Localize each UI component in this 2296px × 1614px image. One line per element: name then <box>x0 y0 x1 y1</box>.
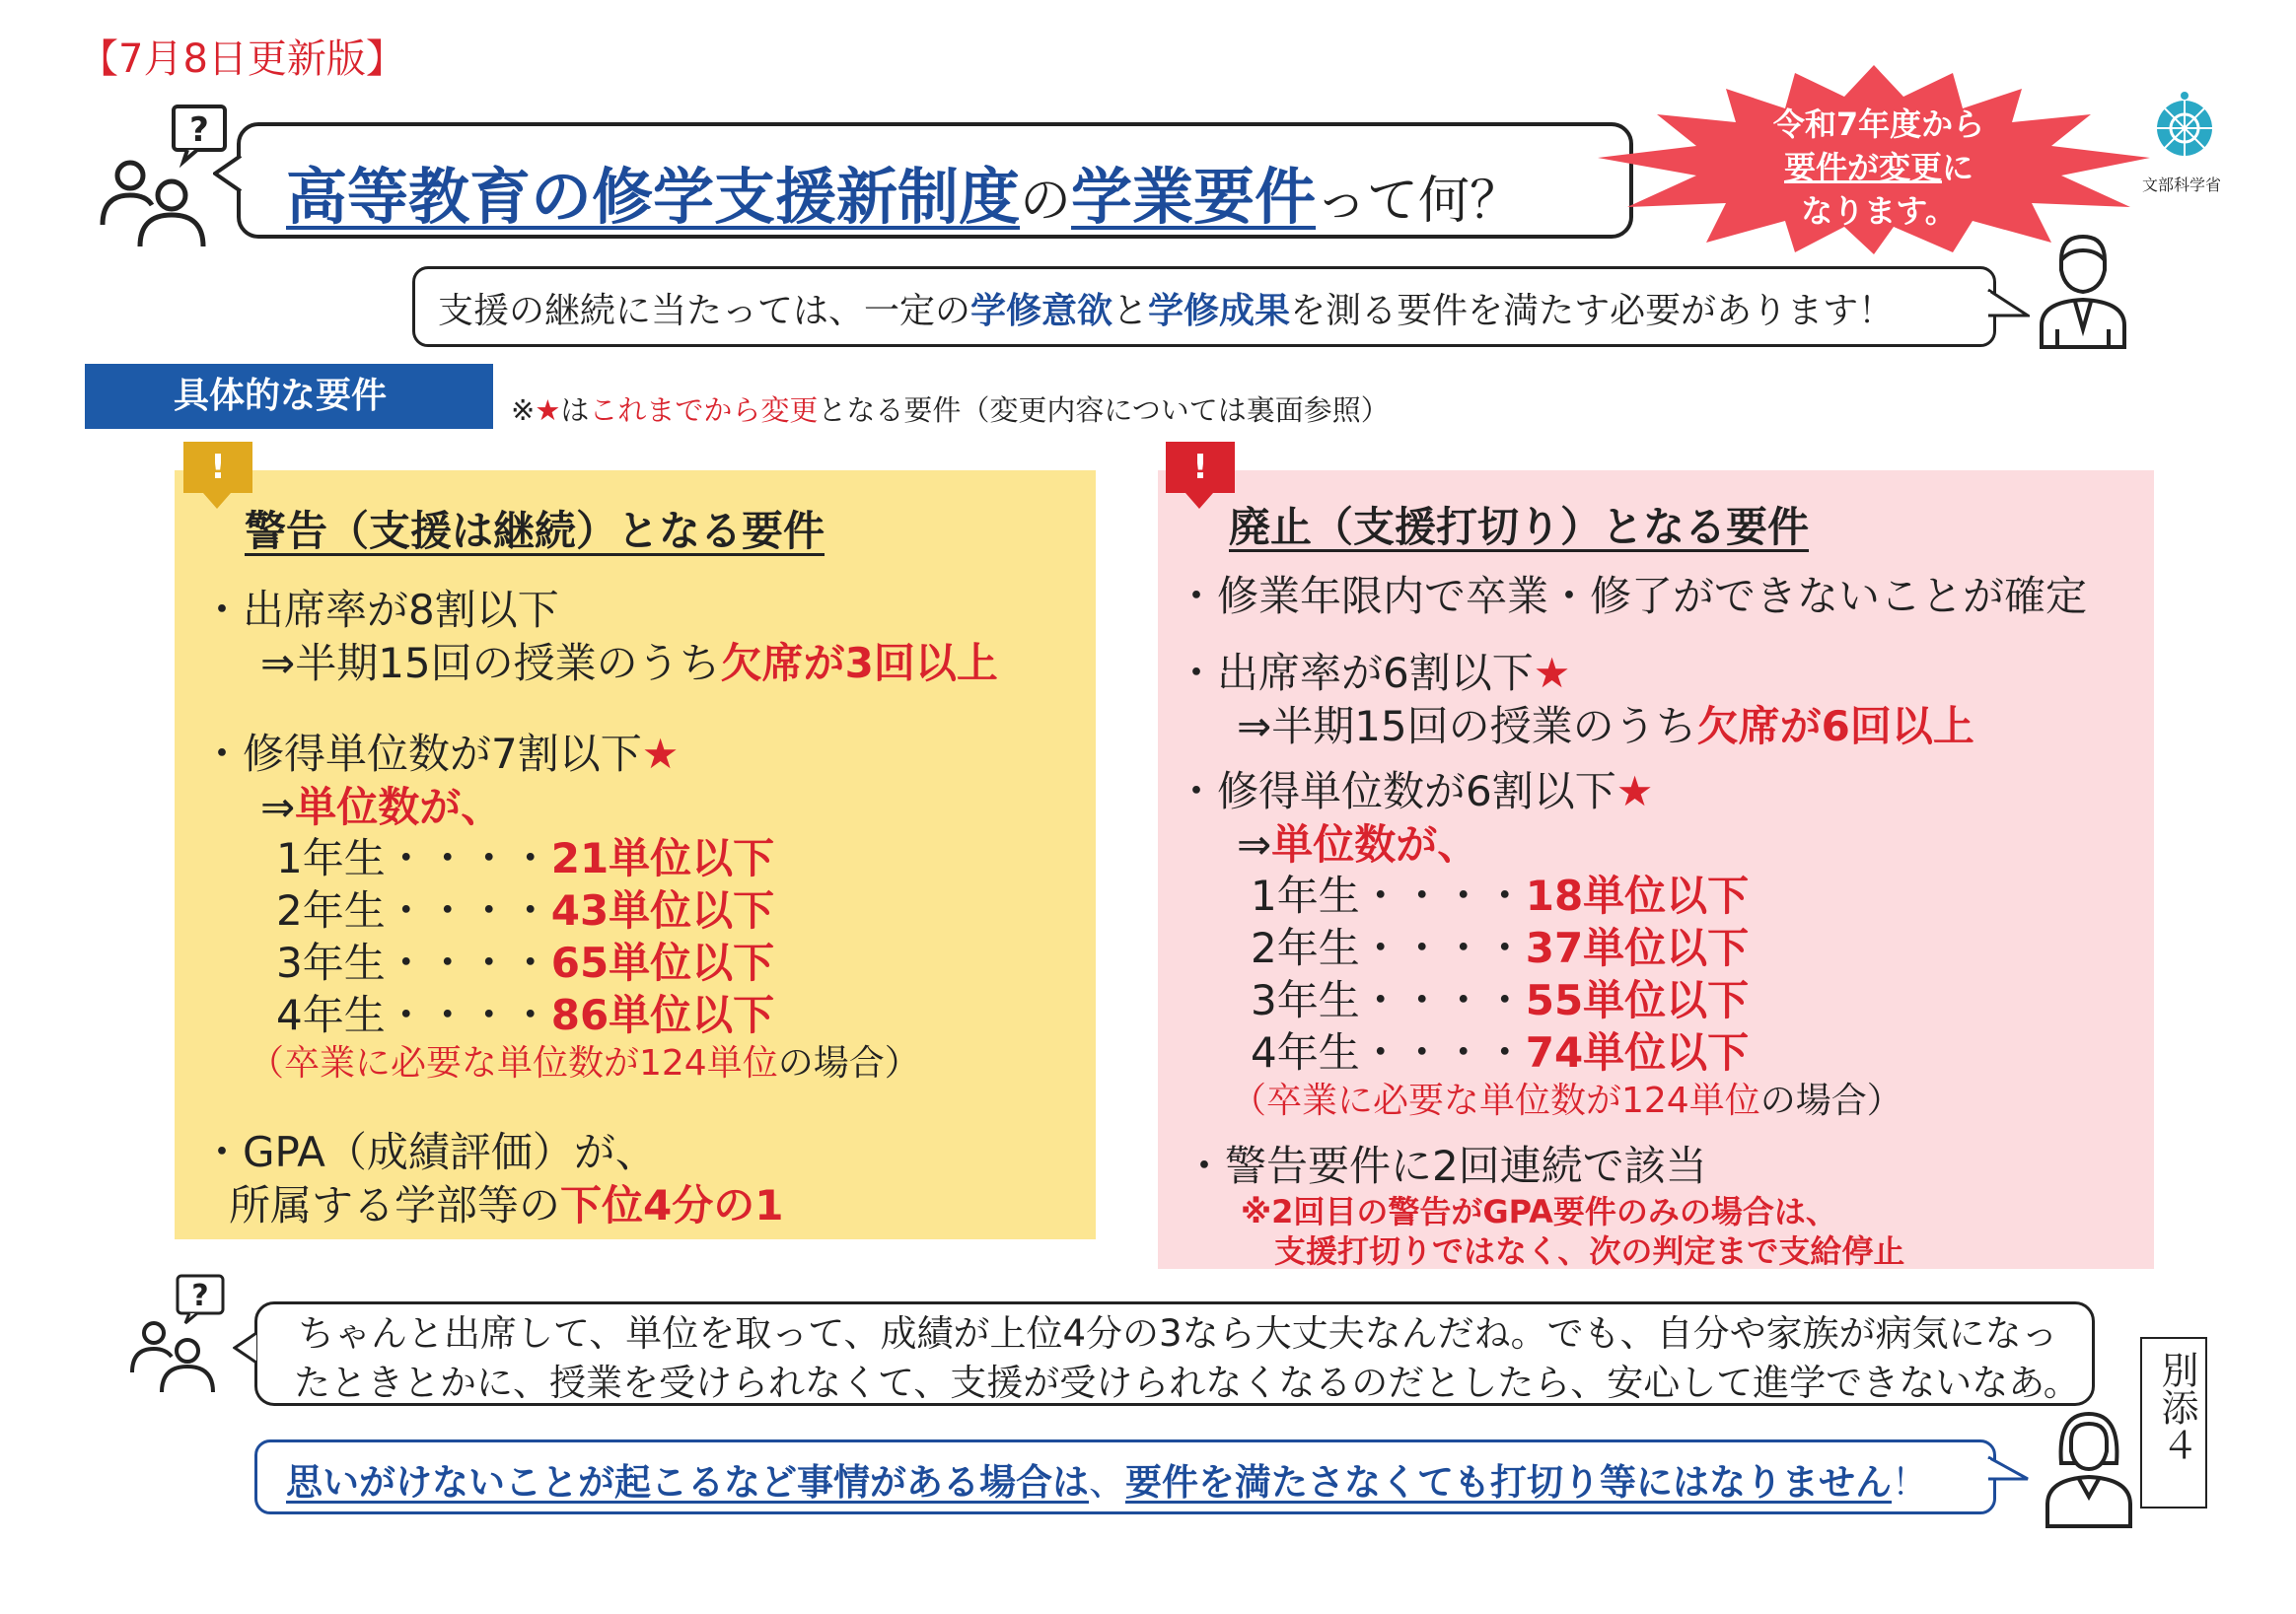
year-value: 37単位以下 <box>1525 924 1750 972</box>
warning-year-row <box>276 983 774 1042</box>
grad-note-rest: の場合） <box>777 1043 920 1084</box>
subtitle-part-a: 支援の継続に当たっては、一定の <box>438 291 971 331</box>
year-value: 55単位以下 <box>1525 976 1750 1024</box>
starburst-line1: 令和7年度から <box>1772 105 1985 143</box>
mext-logo-icon <box>2150 91 2219 160</box>
star-icon: ★ <box>1615 767 1654 815</box>
grad-note-red: （卒業に必要な単位数が124単位 <box>249 1043 778 1084</box>
title-bubble-tail <box>213 154 243 193</box>
warning-credits <box>201 722 679 781</box>
year-value: 43単位以下 <box>550 886 775 935</box>
starburst-text <box>1716 103 2042 233</box>
subtitle-part-c: と <box>1112 291 1149 331</box>
abolition-attendance-detail-a: ⇒半期15回の授業のうち <box>1237 702 1697 750</box>
abolition-year-row <box>1251 968 1749 1027</box>
abolition-consecutive: ・警告要件に2回連続で該当 <box>1184 1142 1707 1190</box>
abolition-year-row <box>1251 1020 1749 1080</box>
year-label: 3年生・・・・ <box>276 939 551 987</box>
year-label: 2年生・・・・ <box>1251 924 1526 972</box>
year-label: 3年生・・・・ <box>1251 976 1526 1024</box>
abolition-consecutive-note2: 支援打切りではなく、次の判定まで支給停止 <box>1274 1232 1905 1270</box>
question-bubble-tail <box>233 1331 258 1365</box>
star-icon: ★ <box>641 730 680 778</box>
svg-text:?: ? <box>189 110 209 150</box>
title-question: って何？ <box>1316 172 1522 231</box>
starburst-line2-suffix: に <box>1942 149 1974 186</box>
year-label: 1年生・・・・ <box>276 834 551 882</box>
section-note-changed: これまでから変更 <box>589 393 819 427</box>
subtitle-text <box>438 283 1894 333</box>
warning-badge: ! <box>183 442 252 493</box>
year-label: 4年生・・・・ <box>276 991 551 1039</box>
section-header: 具体的な要件 <box>85 364 493 429</box>
abolition-consecutive-note1: ※2回目の警告がGPA要件のみの場合は、 <box>1241 1193 1837 1230</box>
abolition-credits-detail <box>1237 812 1478 872</box>
man-icon <box>2036 231 2128 351</box>
page-title <box>286 148 1521 236</box>
abolition-credits-arrow: ⇒ <box>1237 820 1272 869</box>
abolition-attendance-detail <box>1237 694 1974 753</box>
abolition-year-row <box>1251 864 1749 923</box>
abolition-absence-threshold: 欠席が6回以上 <box>1696 702 1974 750</box>
abolition-credits-label: 単位数が、 <box>1271 820 1479 869</box>
answer-part-c: 要件を満たさなくても打切り等にはなりません <box>1125 1461 1892 1504</box>
person-question-icon <box>128 1274 237 1394</box>
warning-year-row <box>276 931 774 990</box>
year-label: 1年生・・・・ <box>1251 872 1526 920</box>
answer-part-b: 、 <box>1089 1461 1125 1504</box>
year-value: 65単位以下 <box>550 939 775 987</box>
abolition-badge: ! <box>1166 442 1235 493</box>
title-program: 高等教育の修学支援新制度 <box>286 161 1021 233</box>
update-label: 【7月8日更新版】 <box>79 36 405 82</box>
abolition-attendance-text: ・出席率が6割以下 <box>1176 649 1534 697</box>
question-line1: ちゃんと出席して、単位を取って、成績が上位4分の3なら大丈夫なんだね。でも、自分や家族が病気になっ <box>298 1312 2058 1355</box>
subtitle-motivation: 学修意欲 <box>970 291 1113 331</box>
abolition-title: 廃止（支援打切り）となる要件 <box>1229 503 1810 551</box>
year-value: 74単位以下 <box>1525 1028 1750 1077</box>
grad-note-rest: の場合） <box>1759 1081 1902 1121</box>
warning-grad-note <box>249 1035 920 1086</box>
warning-gpa-detail-a: 所属する学部等の <box>229 1181 561 1229</box>
abolition-credits-text: ・修得単位数が6割以下 <box>1176 767 1616 815</box>
title-particle: の <box>1020 172 1072 231</box>
year-label: 4年生・・・・ <box>1251 1028 1526 1077</box>
warning-credits-detail <box>260 775 502 834</box>
section-note-particle: は <box>560 393 590 427</box>
answer-text <box>286 1452 1928 1506</box>
abolition-attendance <box>1176 641 1570 700</box>
abolition-badge-tail <box>1185 493 1213 509</box>
abolition-credits <box>1176 759 1653 818</box>
warning-gpa-threshold: 下位4分の1 <box>560 1181 784 1229</box>
mext-logo-text: 文部科学省 <box>2142 175 2222 194</box>
title-requirements: 学業要件 <box>1071 161 1317 233</box>
appendix-label: 別添４ <box>2155 1351 2198 1463</box>
warning-badge-tail <box>203 493 231 509</box>
abolition-year-row <box>1251 916 1749 975</box>
abolition-grad-note <box>1231 1073 1902 1123</box>
section-note-mark: ※ <box>511 393 536 427</box>
subtitle-results: 学修成果 <box>1148 291 1291 331</box>
starburst-line2-underlined: 要件が変更 <box>1783 149 1942 186</box>
warning-year-row <box>276 878 774 938</box>
answer-part-d: ！ <box>1892 1461 1928 1504</box>
question-line2: たときとかに、授業を受けられなくて、支援が受けられなくなるのだとしたら、安心して進学できないなあ。 <box>294 1362 2080 1404</box>
year-value: 86単位以下 <box>550 991 775 1039</box>
subtitle-part-e: を測る要件を満たす必要があります！ <box>1290 291 1895 331</box>
year-label: 2年生・・・・ <box>276 886 551 935</box>
section-note-star: ★ <box>535 393 561 427</box>
year-value: 18単位以下 <box>1525 872 1750 920</box>
section-note-rest: となる要件（変更内容については裏面参照） <box>818 393 1390 427</box>
warning-credits-label: 単位数が、 <box>295 783 503 831</box>
answer-part-a: 思いがけないことが起こるなど事情がある場合は <box>286 1461 1089 1504</box>
warning-title: 警告（支援は継続）となる要件 <box>245 507 825 555</box>
section-note <box>511 388 1390 429</box>
starburst-line3: なります。 <box>1801 192 1957 230</box>
warning-absence-threshold: 欠席が3回以上 <box>720 639 998 687</box>
abolition-graduation: ・修業年限内で卒業・修了ができないことが確定 <box>1176 572 2088 620</box>
star-icon: ★ <box>1533 649 1571 697</box>
warning-credits-arrow: ⇒ <box>260 783 296 831</box>
year-value: 21単位以下 <box>550 834 775 882</box>
warning-credits-text: ・修得単位数が7割以下 <box>201 730 642 778</box>
woman-icon <box>2042 1408 2136 1530</box>
starburst-line2 <box>1716 146 2042 189</box>
answer-bubble-tail <box>1986 1453 2030 1489</box>
warning-attendance-detail <box>260 631 998 690</box>
warning-gpa: ・GPA（成績評価）が、 <box>201 1128 657 1176</box>
warning-year-row <box>276 826 774 885</box>
warning-attendance-detail-a: ⇒半期15回の授業のうち <box>260 639 721 687</box>
subtitle-bubble-tail <box>1986 286 2030 325</box>
grad-note-red: （卒業に必要な単位数が124単位 <box>1231 1081 1760 1121</box>
warning-attendance: ・出席率が8割以下 <box>201 586 559 634</box>
warning-gpa-detail <box>229 1173 783 1232</box>
svg-text:?: ? <box>191 1279 209 1313</box>
